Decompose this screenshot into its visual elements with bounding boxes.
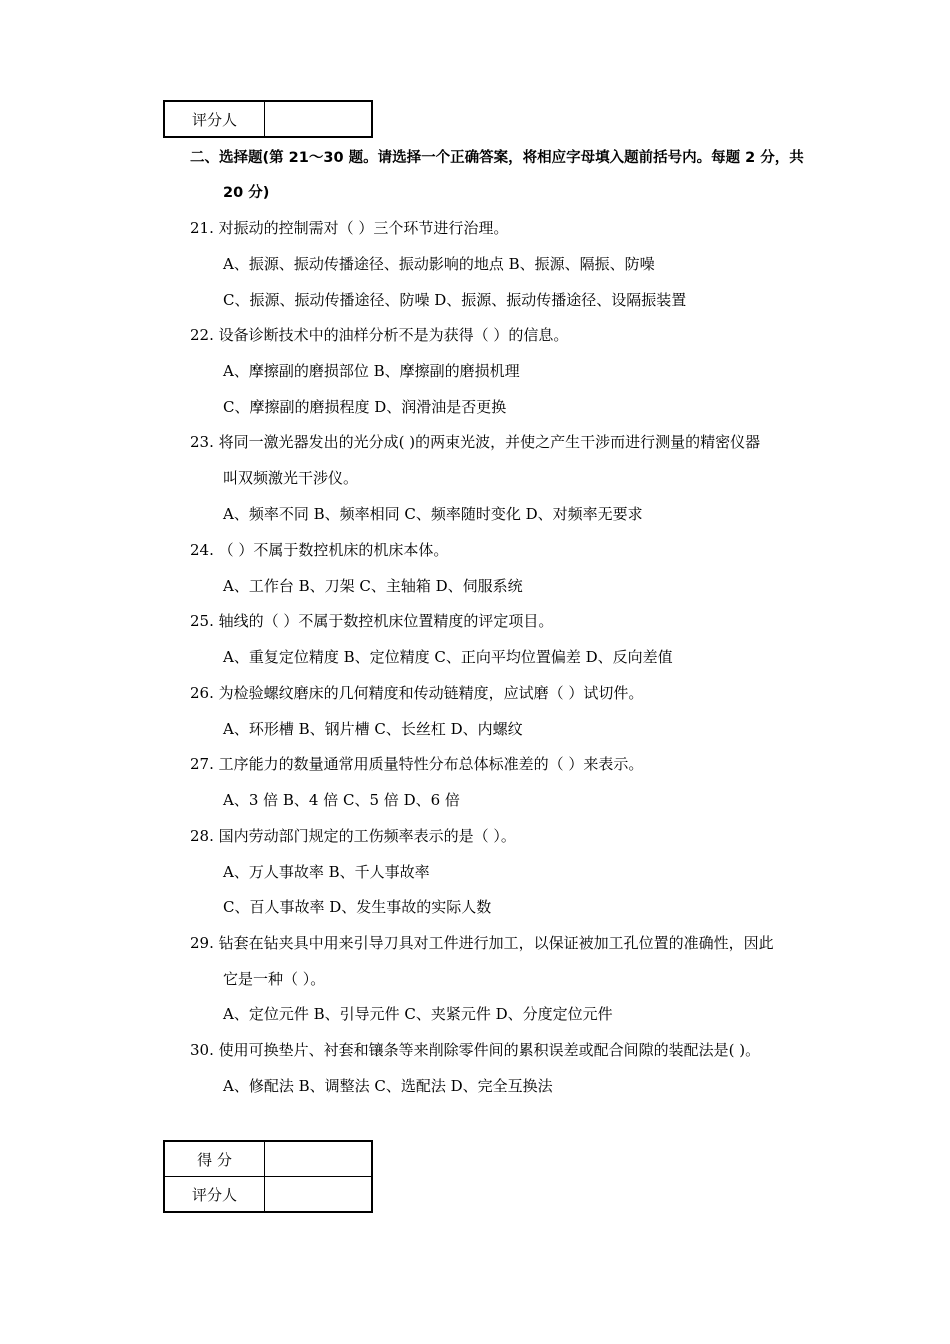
question-stem-continued: 叫双频激光干涉仪。: [223, 469, 359, 487]
section-heading-line2: 20 分): [223, 185, 270, 201]
question-stem: 26. 为检验螺纹磨床的几何精度和传动链精度，应试磨（ ）试切件。: [190, 684, 644, 702]
score-blank-cell: [265, 1141, 373, 1177]
question-options: C、百人事故率 D、发生事故的实际人数: [223, 898, 492, 916]
question-options: A、频率不同 B、频率相同 C、频率随时变化 D、对频率无要求: [223, 505, 643, 523]
question-options: A、摩擦副的磨损部位 B、摩擦副的磨损机理: [223, 362, 520, 380]
question-options: A、环形槽 B、钢片槽 C、长丝杠 D、内螺纹: [223, 720, 523, 738]
question-options: A、万人事故率 B、千人事故率: [223, 863, 430, 881]
grader-label: 评分人: [164, 101, 265, 137]
question-options: C、摩擦副的磨损程度 D、润滑油是否更换: [223, 398, 507, 416]
grader-blank-cell: [265, 101, 373, 137]
score-label: 得 分: [164, 1141, 265, 1177]
question-options: C、振源、振动传播途径、防噪 D、振源、振动传播途径、设隔振装置: [223, 291, 687, 309]
question-stem: 22. 设备诊断技术中的油样分析不是为获得（ ）的信息。: [190, 326, 569, 344]
question-stem: 25. 轴线的（ ）不属于数控机床位置精度的评定项目。: [190, 612, 554, 630]
bottom-score-table: [163, 1140, 373, 1213]
question-options: A、振源、振动传播途径、振动影响的地点 B、振源、隔振、防噪: [223, 255, 655, 273]
grader-label: 评分人: [164, 1177, 265, 1213]
question-options: A、重复定位精度 B、定位精度 C、正向平均位置偏差 D、反向差值: [223, 648, 673, 666]
question-stem: 30. 使用可换垫片、衬套和镶条等来削除零件间的累积误差或配合间隙的装配法是( )。: [190, 1041, 761, 1059]
question-options: A、定位元件 B、引导元件 C、夹紧元件 D、分度定位元件: [223, 1005, 613, 1023]
section-heading-line1: 二、选择题(第 21～30 题。请选择一个正确答案，将相应字母填入题前括号内。每题 2 分，共: [190, 150, 804, 166]
grader-blank-cell: [265, 1177, 373, 1213]
question-stem: 24. （ ）不属于数控机床的机床本体。: [190, 541, 449, 559]
question-stem: 21. 对振动的控制需对（ ）三个环节进行治理。: [190, 219, 509, 237]
question-stem: 29. 钻套在钻夹具中用来引导刀具对工件进行加工，以保证被加工孔位置的准确性，因此: [190, 934, 774, 952]
question-stem: 23. 将同一激光器发出的光分成( )的两束光波，并使之产生干涉而进行测量的精密仪器: [190, 433, 761, 451]
question-stem-continued: 它是一种（ ）。: [223, 970, 326, 988]
question-options: A、工作台 B、刀架 C、主轴箱 D、伺服系统: [223, 577, 523, 595]
question-stem: 27. 工序能力的数量通常用质量特性分布总体标准差的（ ）来表示。: [190, 755, 644, 773]
question-options: A、修配法 B、调整法 C、选配法 D、完全互换法: [223, 1077, 553, 1095]
top-score-table: [163, 100, 373, 138]
question-stem: 28. 国内劳动部门规定的工伤频率表示的是（ ）。: [190, 827, 516, 845]
question-options: A、3 倍 B、4 倍 C、5 倍 D、6 倍: [223, 791, 460, 809]
